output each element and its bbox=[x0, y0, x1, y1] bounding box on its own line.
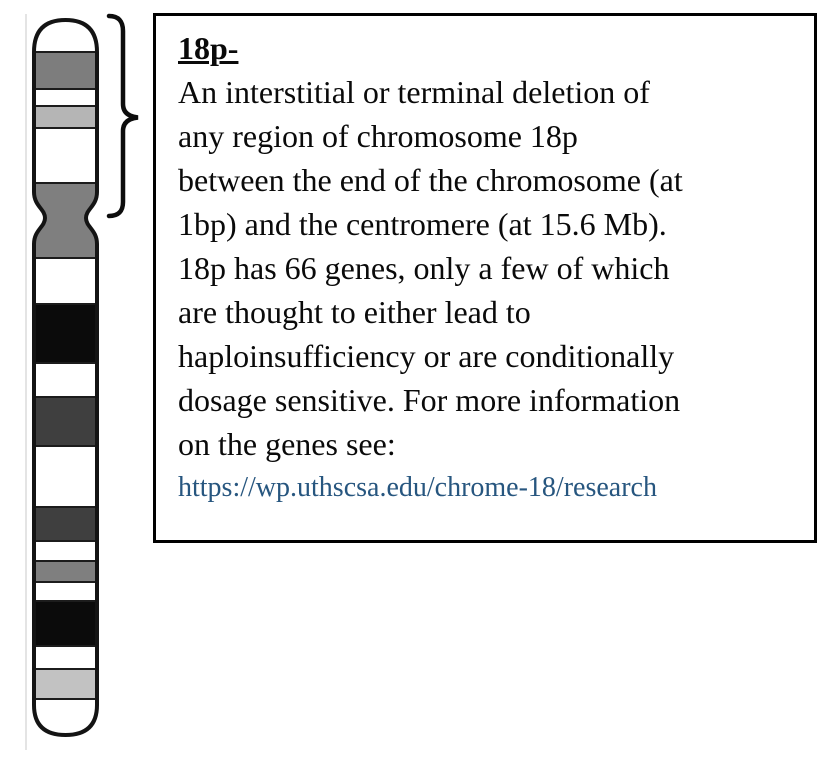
info-body-line: 1bp) and the centromere (at 15.6 Mb). bbox=[178, 206, 667, 242]
chromosome-band bbox=[30, 601, 101, 646]
chromosome-bands bbox=[30, 16, 101, 739]
research-link[interactable]: https://wp.uthscsa.edu/chrome-18/research bbox=[178, 472, 657, 503]
chromosome-band bbox=[30, 669, 101, 699]
p-arm-bracket-icon bbox=[109, 16, 138, 216]
info-body-line: dosage sensitive. For more information bbox=[178, 382, 681, 418]
link-line bbox=[178, 466, 794, 510]
info-body-line: any region of chromosome 18p bbox=[178, 118, 578, 154]
info-body-line: on the genes see: bbox=[178, 426, 396, 462]
info-box bbox=[153, 13, 817, 543]
chromosome-band bbox=[30, 106, 101, 128]
info-body-line: between the end of the chromosome (at bbox=[178, 162, 683, 198]
chromosome-band bbox=[30, 183, 101, 258]
chromosome-band bbox=[30, 397, 101, 446]
info-body-line: An interstitial or terminal deletion of bbox=[178, 74, 650, 110]
chromosome-band bbox=[30, 304, 101, 363]
info-body bbox=[178, 70, 794, 466]
info-title: 18p- bbox=[178, 30, 239, 66]
info-body-line: haploinsufficiency or are conditionally bbox=[178, 338, 675, 374]
chromosome-band bbox=[30, 507, 101, 541]
info-body-line: are thought to either lead to bbox=[178, 294, 531, 330]
info-body-line: 18p has 66 genes, only a few of which bbox=[178, 250, 670, 286]
chromosome-band bbox=[30, 561, 101, 582]
chromosome-band bbox=[30, 52, 101, 89]
chromosome-18-ideogram bbox=[0, 0, 150, 768]
